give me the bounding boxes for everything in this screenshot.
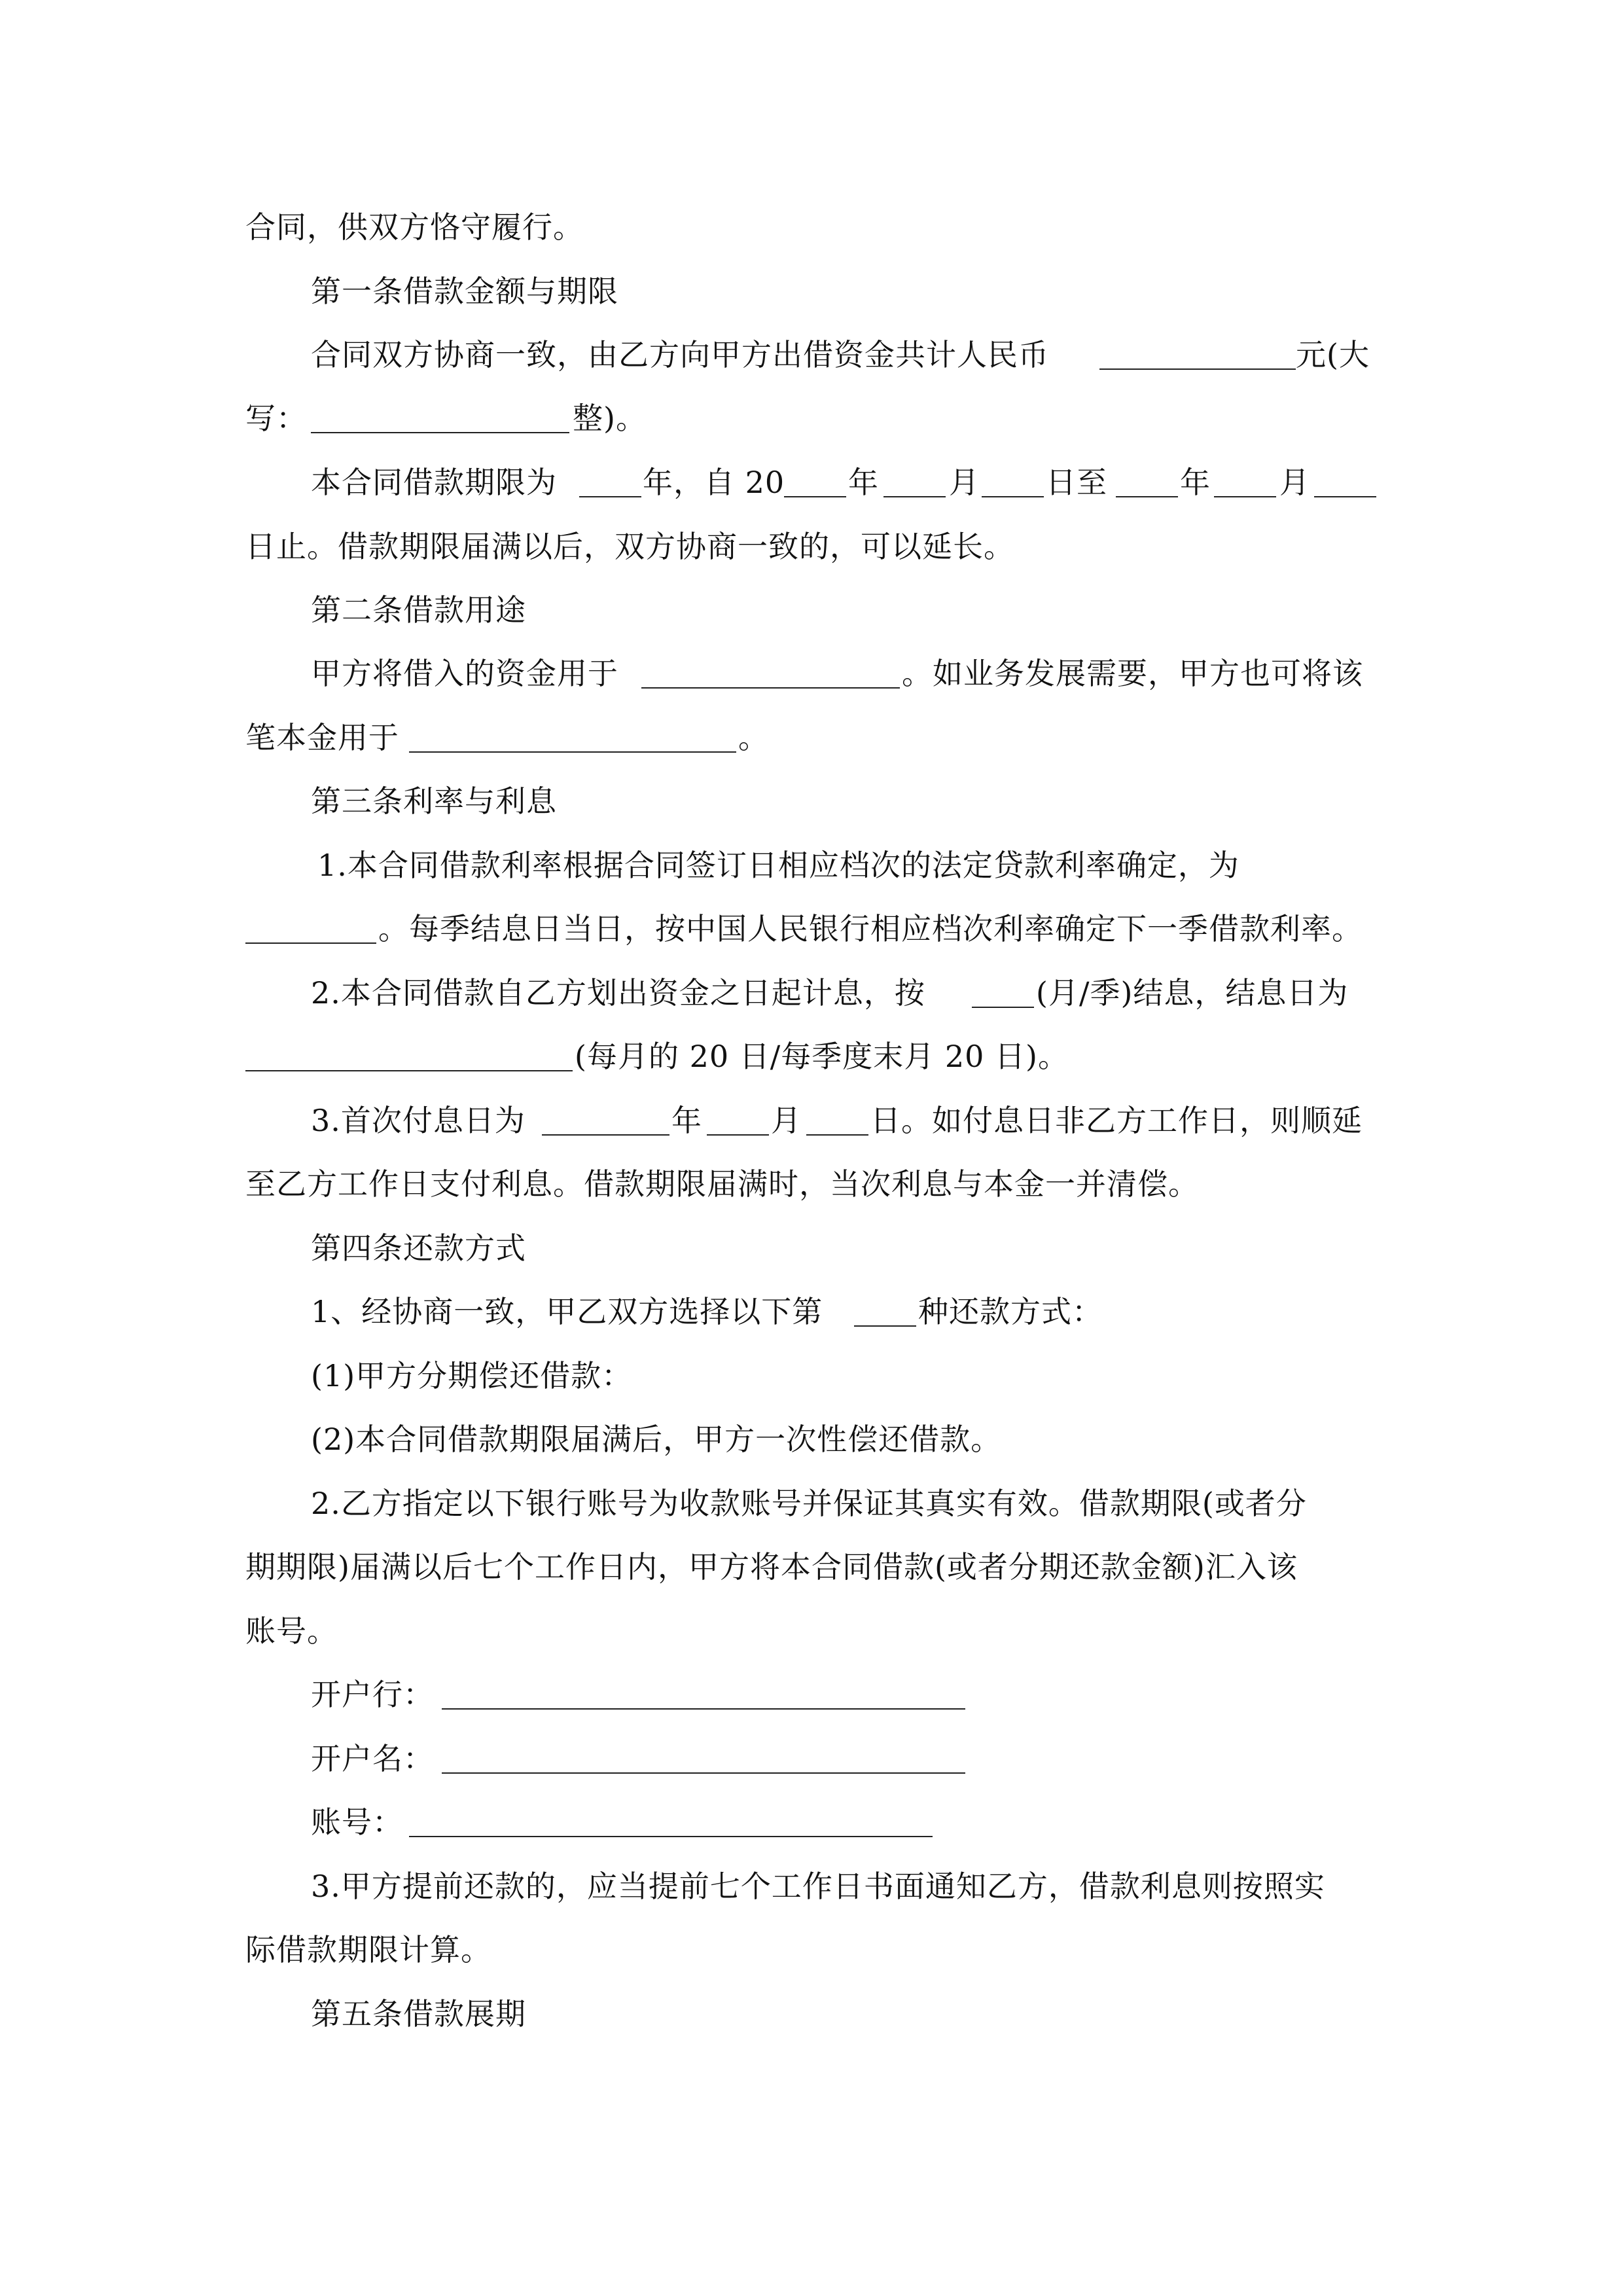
first-payment-month-blank[interactable]: [707, 1091, 769, 1136]
paragraph-text: 甲方将借入的资金用于: [311, 656, 618, 691]
end-day-blank[interactable]: [1314, 453, 1376, 497]
paragraph-text: 年: [848, 465, 879, 500]
paragraph-text: 写：: [245, 401, 307, 436]
bank-field-row: [0, 1665, 1623, 1724]
start-year-blank[interactable]: [784, 453, 846, 497]
text-line: [0, 1155, 1623, 1213]
start-month-blank[interactable]: [883, 453, 946, 497]
paragraph-text: 本合同借款期限为: [311, 465, 557, 500]
paragraph-text: (每月的 20 日/每季度末月 20 日)。: [575, 1039, 1069, 1074]
paragraph-text: 际借款期限计算。: [245, 1932, 491, 1967]
paragraph-text: 月: [1279, 465, 1310, 500]
section-title: 第四条还款方式: [311, 1230, 526, 1266]
paragraph-text: 月: [949, 465, 980, 500]
paragraph-text: (1)甲方分期偿还借款：: [311, 1358, 633, 1393]
paragraph-text: 年: [1180, 465, 1211, 500]
first-payment-year-blank[interactable]: [542, 1091, 669, 1136]
section-heading: [0, 581, 1623, 639]
paragraph-text: (月/季)结息，结息日为: [1036, 975, 1349, 1011]
paragraph-text: 。每季结息日当日，按中国人民银行相应档次利率确定下一季借款利率。: [378, 911, 1363, 946]
text-line: [0, 1602, 1623, 1660]
text-line: [0, 1346, 1623, 1405]
settlement-period-blank[interactable]: [972, 963, 1034, 1008]
paragraph-text: 3.甲方提前还款的，应当提前七个工作日书面通知乙方，借款利息则按照实: [311, 1869, 1325, 1904]
paragraph-text: 年: [671, 1103, 702, 1138]
text-line: [0, 517, 1623, 576]
text-line: [0, 836, 1623, 895]
paragraph-text: 账号。: [245, 1613, 338, 1649]
paragraph-text: 期期限)届满以后七个工作日内，甲方将本合同借款(或者分期还款金额)汇入该: [245, 1549, 1298, 1585]
paragraph-text: 2.本合同借款自乙方划出资金之日起计息，按: [311, 975, 925, 1011]
bank-branch-blank[interactable]: [442, 1665, 965, 1710]
text-line: [0, 453, 1623, 512]
paragraph-text: 3.首次付息日为: [311, 1103, 526, 1138]
section-title: 第二条借款用途: [311, 592, 526, 628]
text-line: [0, 1474, 1623, 1533]
end-year-blank[interactable]: [1116, 453, 1178, 497]
end-month-blank[interactable]: [1214, 453, 1276, 497]
section-title: 第五条借款展期: [311, 1996, 526, 2032]
text-line: [0, 1920, 1623, 1979]
text-line: [0, 899, 1623, 958]
paragraph-text: 1、经协商一致，甲乙双方选择以下第: [311, 1294, 823, 1329]
bank-branch-label: 开户行：: [311, 1677, 434, 1712]
term-years-blank[interactable]: [579, 453, 641, 497]
settlement-date-blank[interactable]: [245, 1027, 573, 1071]
text-line: [0, 1282, 1623, 1341]
text-line: [0, 708, 1623, 767]
purpose-blank[interactable]: [641, 644, 900, 689]
text-line: [0, 198, 1623, 257]
text-line: [0, 1410, 1623, 1469]
text-line: [0, 963, 1623, 1022]
paragraph-text: 2.乙方指定以下银行账号为收款账号并保证其真实有效。借款期限(或者分: [311, 1486, 1307, 1521]
account-number-label: 账号：: [311, 1804, 403, 1840]
paragraph-text: 整)。: [573, 401, 647, 436]
text-line: [0, 1027, 1623, 1086]
paragraph-text: 日至: [1046, 465, 1107, 500]
account-number-blank[interactable]: [409, 1793, 933, 1837]
text-line: [0, 389, 1623, 448]
paragraph-text: 日。如付息日非乙方工作日，则顺延: [870, 1103, 1363, 1138]
text-line: [0, 1857, 1623, 1916]
paragraph-text: 至乙方工作日支付利息。借款期限届满时，当次利息与本金一并清偿。: [245, 1166, 1199, 1202]
section-heading: [0, 1984, 1623, 2043]
text-line: [0, 325, 1623, 384]
paragraph-text: 笔本金用于: [245, 720, 399, 755]
section-title: 第一条借款金额与期限: [311, 274, 618, 309]
paragraph-text: 种还款方式：: [918, 1294, 1103, 1329]
repayment-option-blank[interactable]: [854, 1282, 916, 1327]
paragraph-text: 合同双方协商一致，由乙方向甲方出借资金共计人民币: [311, 337, 1049, 372]
section-heading: [0, 262, 1623, 321]
section-title: 第三条利率与利息: [311, 783, 557, 819]
interest-rate-blank[interactable]: [245, 899, 376, 944]
paragraph-text: 合同，供双方恪守履行。: [245, 209, 584, 245]
text-line: [0, 1537, 1623, 1596]
paragraph-text: 。如业务发展需要，甲方也可将该: [902, 656, 1363, 691]
paragraph-text: 年，自 20: [643, 465, 785, 500]
alternate-purpose-blank[interactable]: [409, 708, 736, 753]
start-day-blank[interactable]: [982, 453, 1044, 497]
paragraph-text: 元(大: [1296, 337, 1370, 372]
paragraph-text: 。: [738, 720, 769, 755]
paragraph-text: 1.本合同借款利率根据合同签订日相应档次的法定贷款利率确定，为: [317, 848, 1240, 883]
account-name-label: 开户名：: [311, 1741, 434, 1776]
amount-blank[interactable]: [1099, 325, 1296, 370]
section-heading: [0, 1219, 1623, 1278]
section-heading: [0, 772, 1623, 831]
bank-field-row: [0, 1729, 1623, 1788]
text-line: [0, 644, 1623, 703]
text-line: [0, 1091, 1623, 1150]
first-payment-day-blank[interactable]: [806, 1091, 868, 1136]
amount-in-words-blank[interactable]: [311, 389, 569, 433]
bank-field-row: [0, 1793, 1623, 1852]
account-name-blank[interactable]: [442, 1729, 965, 1774]
paragraph-text: 日止。借款期限届满以后，双方协商一致的，可以延长。: [245, 529, 1014, 564]
paragraph-text: (2)本合同借款期限届满后，甲方一次性偿还借款。: [311, 1422, 1002, 1457]
paragraph-text: 月: [771, 1103, 802, 1138]
